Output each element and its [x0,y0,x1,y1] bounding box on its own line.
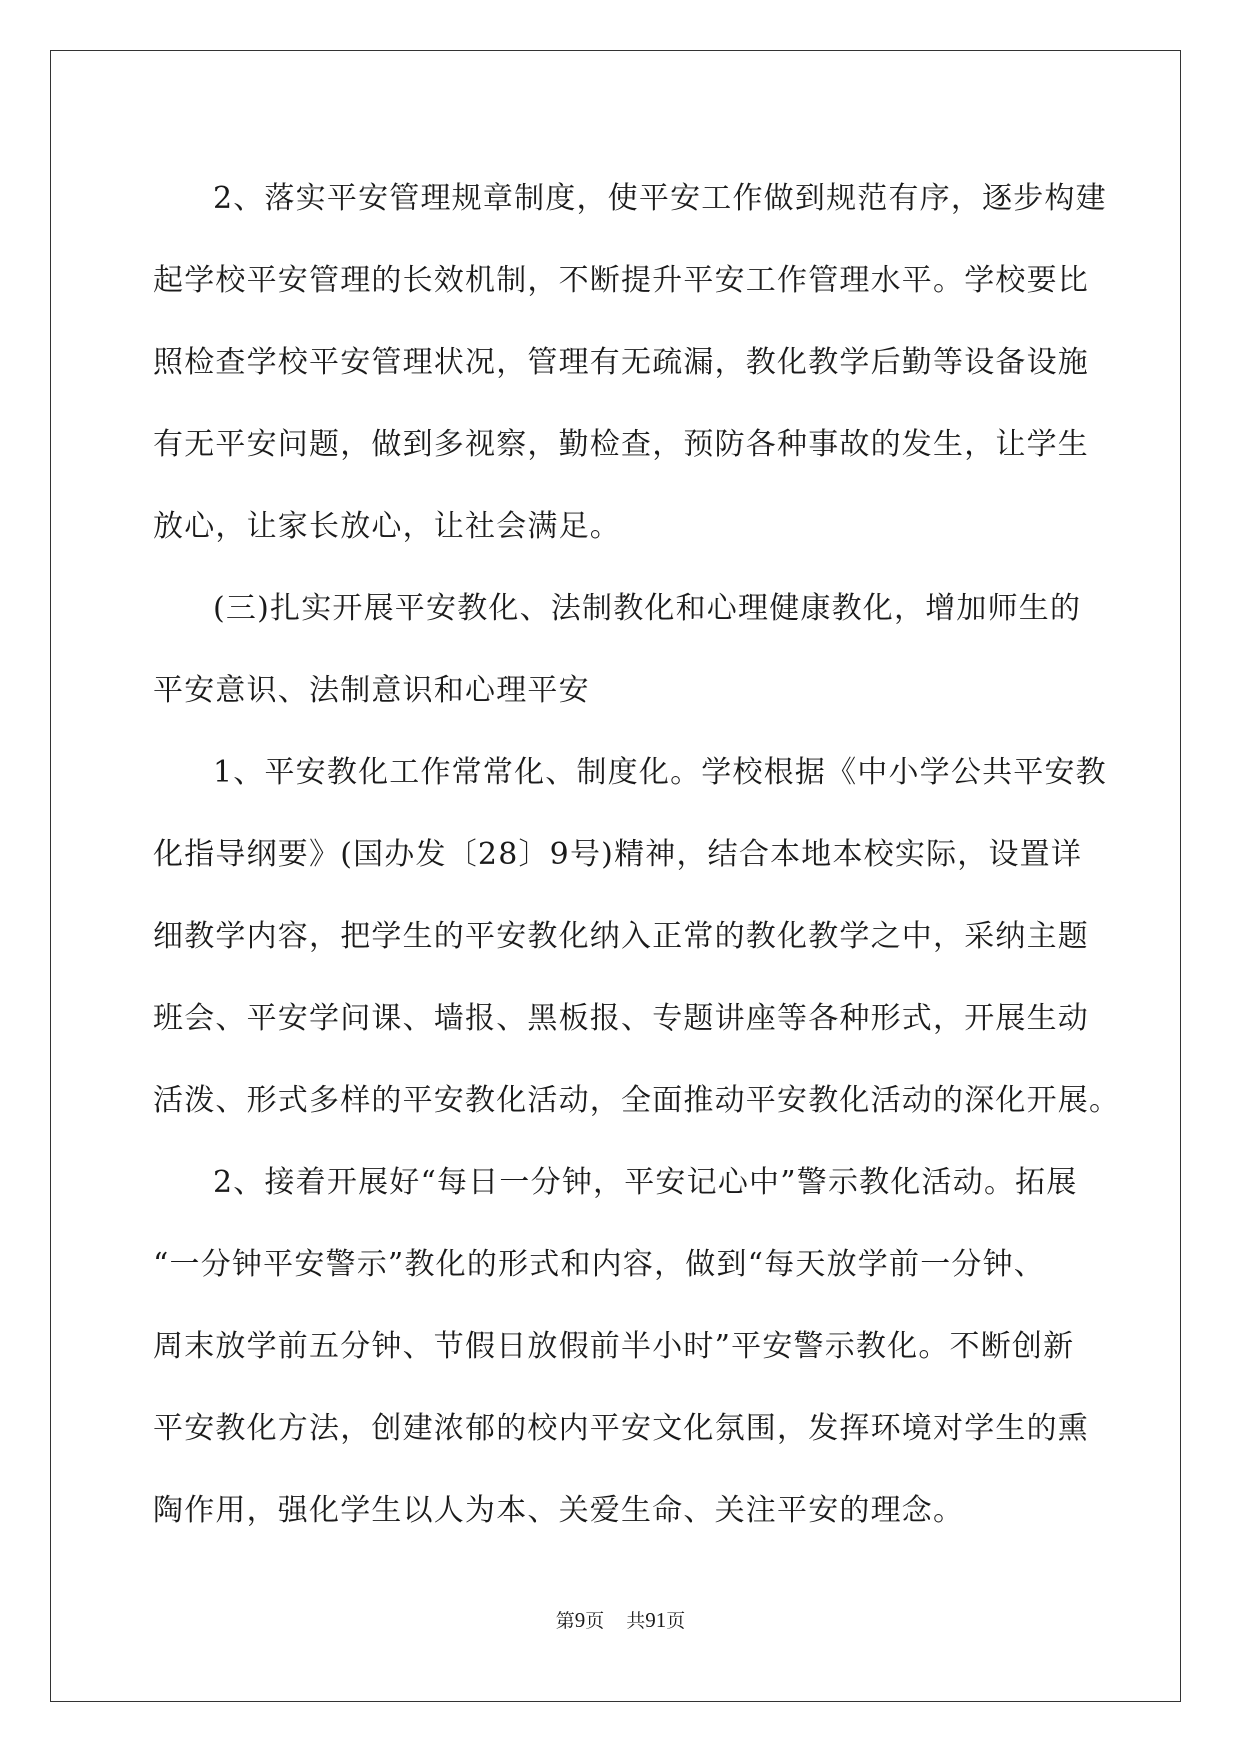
paragraph-line: 周末放学前五分钟、节假日放假前半小时”平安警示教化。不断创新 [153,1329,1075,1364]
section-heading-line: 平安意识、法制意识和心理平安 [153,673,590,708]
paragraph-line: 化指导纲要》(国办发〔28〕9号)精神，结合本地本校实际，设置详 [153,837,1083,872]
total-suffix: 页 [666,1610,686,1632]
section-heading-line: (三)扎实开展平安教化、法制教化和心理健康教化，增加师生的 [213,591,1082,626]
paragraph-line: 有无平安问题，做到多视察，勤检查，预防各种事故的发生，让学生 [153,427,1089,462]
paragraph-line: 起学校平安管理的长效机制，不断提升平安工作管理水平。学校要比 [153,263,1089,298]
paragraph-line: 陶作用，强化学生以人为本、关爱生命、关注平安的理念。 [153,1493,965,1528]
paragraph-line: 班会、平安学问课、墙报、黑板报、专题讲座等各种形式，开展生动 [153,1001,1089,1036]
paragraph-line: “一分钟平安警示”教化的形式和内容，做到“每天放学前一分钟、 [153,1247,1046,1282]
paragraph-line: 2、落实平安管理规章制度，使平安工作做到规范有序，逐步构建 [213,181,1107,216]
page-prefix: 第 [555,1610,575,1632]
paragraph-line: 细教学内容，把学生的平安教化纳入正常的教化教学之中，采纳主题 [153,919,1089,954]
total-pages: 91 [645,1608,667,1632]
total-prefix: 共 [626,1610,646,1632]
paragraph-line: 平安教化方法，创建浓郁的校内平安文化氛围，发挥环境对学生的熏 [153,1411,1089,1446]
page-suffix: 页 [585,1610,605,1632]
paragraph-line: 放心，让家长放心，让社会满足。 [153,509,621,544]
paragraph-line: 活泼、形式多样的平安教化活动，全面推动平安教化活动的深化开展。 [153,1083,1121,1118]
document-body [153,158,1121,1552]
paragraph-line: 照检查学校平安管理状况，管理有无疏漏，教化教学后勤等设备设施 [153,345,1089,380]
page-footer [0,1606,1241,1633]
paragraph-line: 1、平安教化工作常常化、制度化。学校根据《中小学公共平安教 [213,755,1107,790]
page-number: 9 [574,1608,586,1632]
paragraph-line: 2、接着开展好“每日一分钟，平安记心中”警示教化活动。拓展 [213,1165,1078,1200]
